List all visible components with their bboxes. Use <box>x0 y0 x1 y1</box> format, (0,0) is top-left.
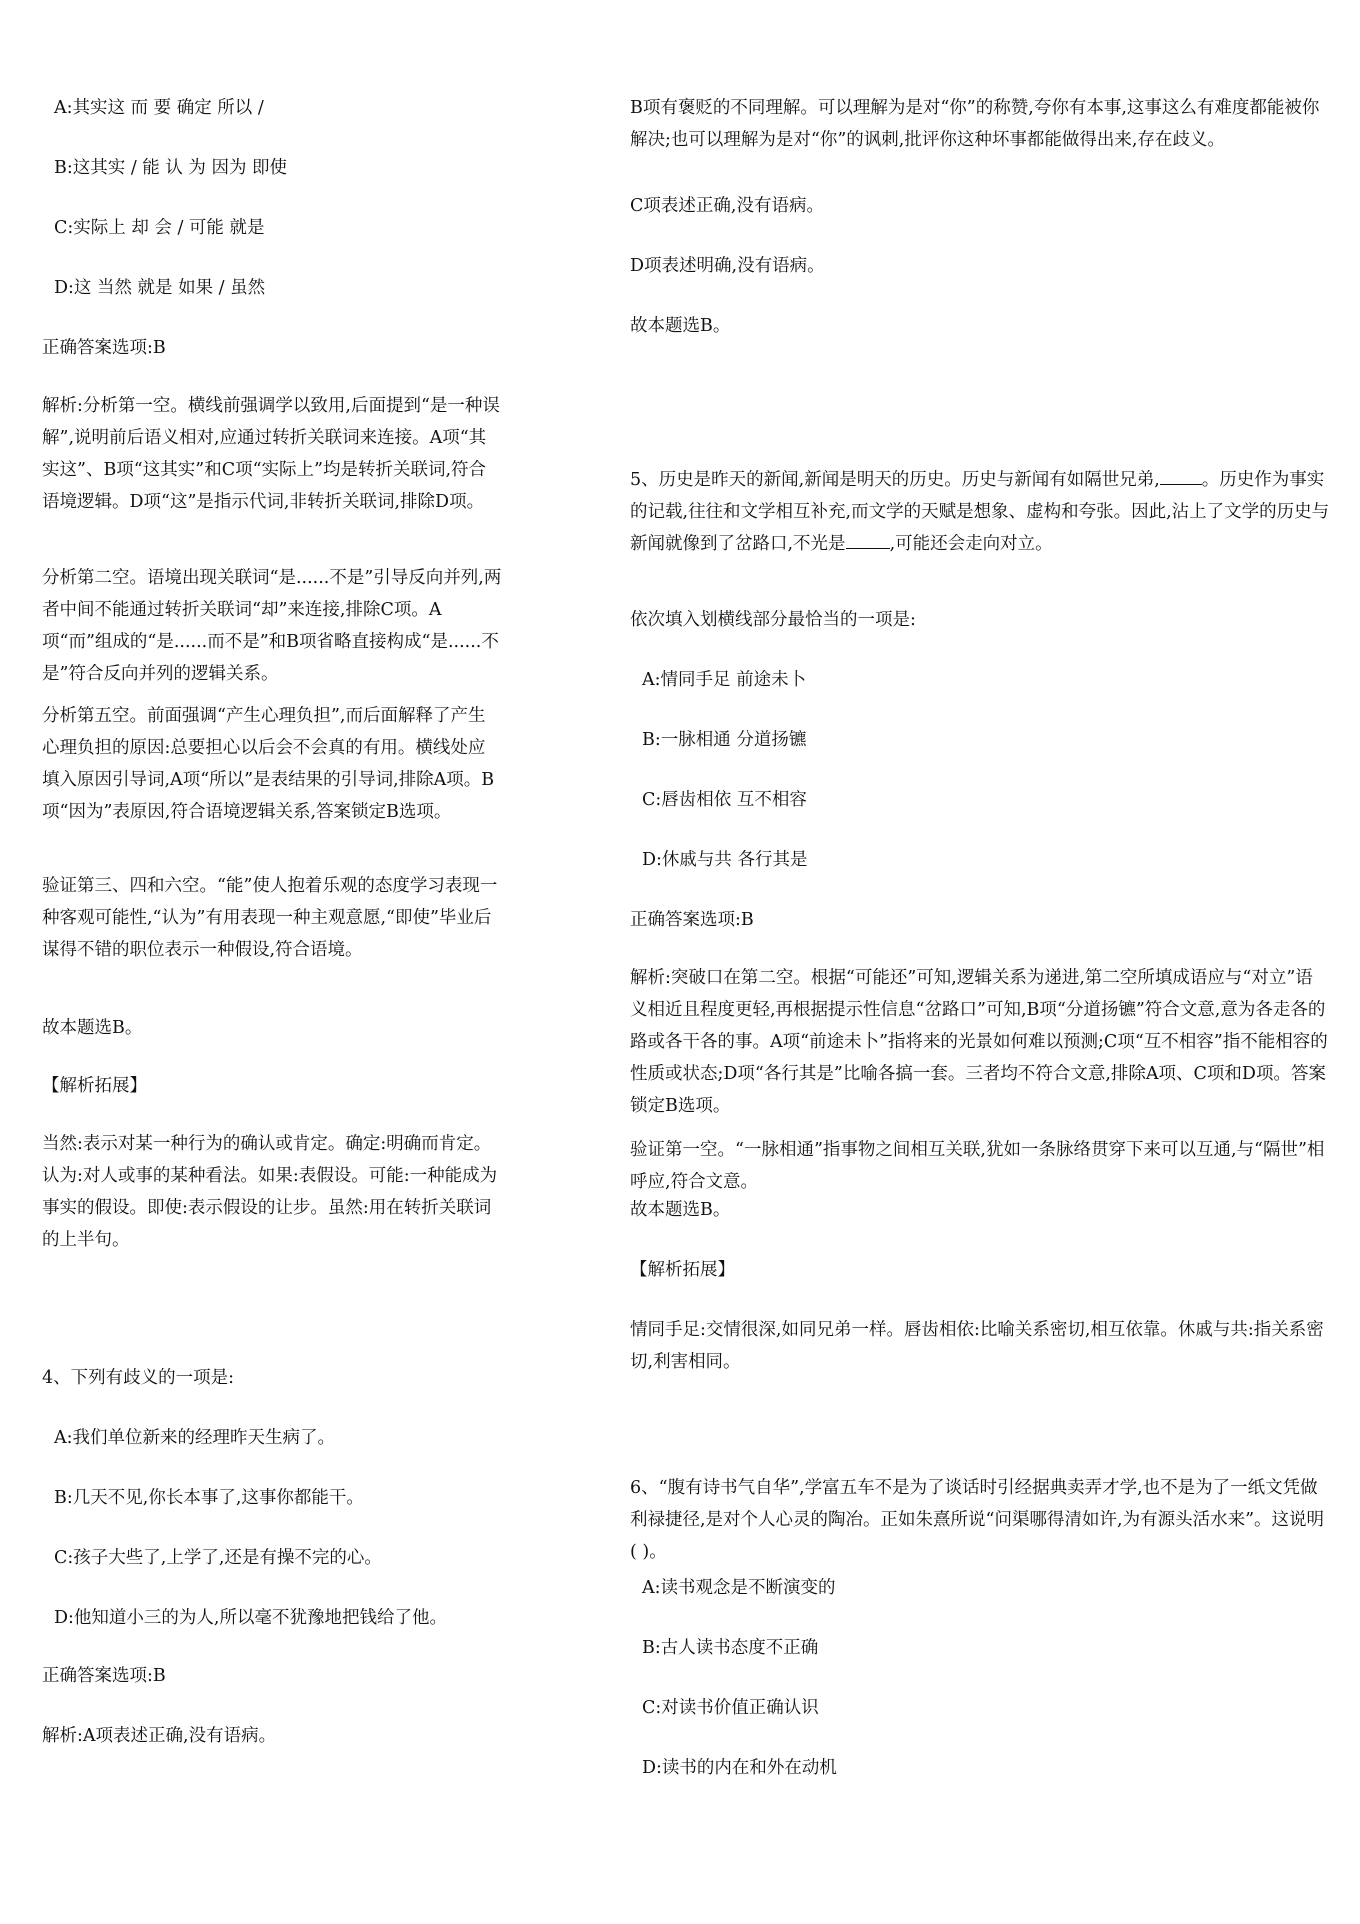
q4-option-a: A:我们单位新来的经理昨天生病了。 <box>54 1428 336 1448</box>
q5-option-d: D:休戚与共 各行其是 <box>642 850 808 870</box>
q5-option-a: A:情同手足 前途未卜 <box>642 670 807 690</box>
q4-option-b: B:几天不见,你长本事了,这事你都能干。 <box>54 1488 364 1508</box>
q4-analysis-b: B项有褒贬的不同理解。可以理解为是对“你”的称赞,夸你有本事,这事这么有难度都能被你解决;也可以理解为是对“你”的讽刺,批评你这种坏事都能做得出来,存在歧义。 <box>630 98 1320 150</box>
q4-conclusion: 故本题选B。 <box>630 316 731 336</box>
q5-blank-1 <box>1160 466 1202 485</box>
q4-option-d: D:他知道小三的为人,所以毫不犹豫地把钱给了他。 <box>54 1608 447 1628</box>
q4-stem: 4、下列有歧义的一项是: <box>42 1368 235 1388</box>
q5-extension-title: 【解析拓展】 <box>630 1260 735 1280</box>
q3-analysis-2: 分析第二空。语境出现关联词“是......不是”引导反向并列,两者中间不能通过转折关联词“却”来连接,排除C项。A项“而”组成的“是......而不是”和B项省略直接构成“是......不是”符合反向并列的逻辑关系。 <box>42 568 502 684</box>
q3-analysis-4: 验证第三、四和六空。“能”使人抱着乐观的态度学习表现一种客观可能性,“认为”有用表现一种主观意愿,“即使”毕业后谋得不错的职位表示一种假设,符合语境。 <box>42 876 498 960</box>
q5-answer: 正确答案选项:B <box>630 910 754 930</box>
q4-analysis-a: 解析:A项表述正确,没有语病。 <box>42 1726 277 1746</box>
q6-option-c: C:对读书价值正确认识 <box>642 1698 819 1718</box>
q5-analysis-2: 验证第一空。“一脉相通”指事物之间相互关联,犹如一条脉络贯穿下来可以互通,与“隔世”相呼应,符合文意。 <box>630 1140 1325 1192</box>
q4-option-c: C:孩子大些了,上学了,还是有操不完的心。 <box>54 1548 382 1568</box>
q3-option-d: D:这 当然 就是 如果 / 虽然 <box>54 278 266 298</box>
q5-extension-text: 情同手足:交情很深,如同兄弟一样。唇齿相依:比喻关系密切,相互依靠。休戚与共:指关系密切,利害相同。 <box>630 1320 1324 1372</box>
q3-analysis-1: 解析:分析第一空。横线前强调学以致用,后面提到“是一种误解”,说明前后语义相对,应通过转折关联词来连接。A项“其实这”、B项“这其实”和C项“实际上”均是转折关联词,符合语境逻辑。D项“这”是指示代词,非转折关联词,排除D项。 <box>42 396 500 512</box>
q6-option-b: B:古人读书态度不正确 <box>642 1638 819 1658</box>
q5-stem-part-c: ,可能还会走向对立。 <box>889 534 1053 554</box>
q3-extension-title: 【解析拓展】 <box>42 1076 147 1096</box>
q3-analysis-3: 分析第五空。前面强调“产生心理负担”,而后面解释了产生心理负担的原因:总要担心以后会不会真的有用。横线处应填入原因引导词,A项“所以”是表结果的引导词,排除A项。B项“因为”表原因,符合语境逻辑关系,答案锁定B选项。 <box>42 706 495 822</box>
q3-option-a: A:其实这 而 要 确定 所以 / <box>54 98 264 118</box>
q3-answer: 正确答案选项:B <box>42 338 166 358</box>
q6-stem: 6、“腹有诗书气自华”,学富五车不是为了谈话时引经据典卖弄才学,也不是为了一纸文凭做利禄捷径,是对个人心灵的陶冶。正如朱熹所说“问渠哪得清如许,为有源头活水来”。这说明( )。 <box>630 1478 1325 1562</box>
q3-option-b: B:这其实 / 能 认 为 因为 即使 <box>54 158 288 178</box>
q3-extension-text: 当然:表示对某一种行为的确认或肯定。确定:明确而肯定。认为:对人或事的某种看法。如果:表假设。可能:一种能成为事实的假设。即使:表示假设的让步。虽然:用在转折关联词的上半句。 <box>42 1134 498 1250</box>
q5-stem-part-a: 5、历史是昨天的新闻,新闻是明天的历史。历史与新闻有如隔世兄弟, <box>630 470 1160 490</box>
q5-stem <box>630 464 1330 560</box>
q4-analysis-d: D项表述明确,没有语病。 <box>630 256 825 276</box>
q5-blank-2 <box>846 530 890 549</box>
q6-option-a: A:读书观念是不断演变的 <box>642 1578 836 1598</box>
q6-option-d: D:读书的内在和外在动机 <box>642 1758 837 1778</box>
q5-option-b: B:一脉相通 分道扬镳 <box>642 730 807 750</box>
q3-option-c: C:实际上 却 会 / 可能 就是 <box>54 218 265 238</box>
q5-prompt: 依次填入划横线部分最恰当的一项是: <box>630 610 916 630</box>
q4-answer: 正确答案选项:B <box>42 1666 166 1686</box>
q5-stem-part-b: 。历史作为事实的记载,往往和文学相互补充,而文学的天赋是想象、虚构和夸张。因此,沾上了文学的历史与新闻就像到了岔路口,不光是 <box>630 470 1330 554</box>
q4-analysis-c: C项表述正确,没有语病。 <box>630 196 824 216</box>
q3-conclusion: 故本题选B。 <box>42 1018 143 1038</box>
q5-analysis-1: 解析:突破口在第二空。根据“可能还”可知,逻辑关系为递进,第二空所填成语应与“对立”语义相近且程度更轻,再根据提示性信息“岔路口”可知,B项“分道扬镳”符合文意,意为各走各的路或各干各的事。A项“前途未卜”指将来的光景如何难以预测;C项“互不相容”指不能相容的性质或状态;D项“各行其是”比喻各搞一套。三者均不符合文意,排除A项、C项和D项。答案锁定B选项。 <box>630 968 1328 1116</box>
q5-option-c: C:唇齿相依 互不相容 <box>642 790 807 810</box>
q5-conclusion: 故本题选B。 <box>630 1200 731 1220</box>
